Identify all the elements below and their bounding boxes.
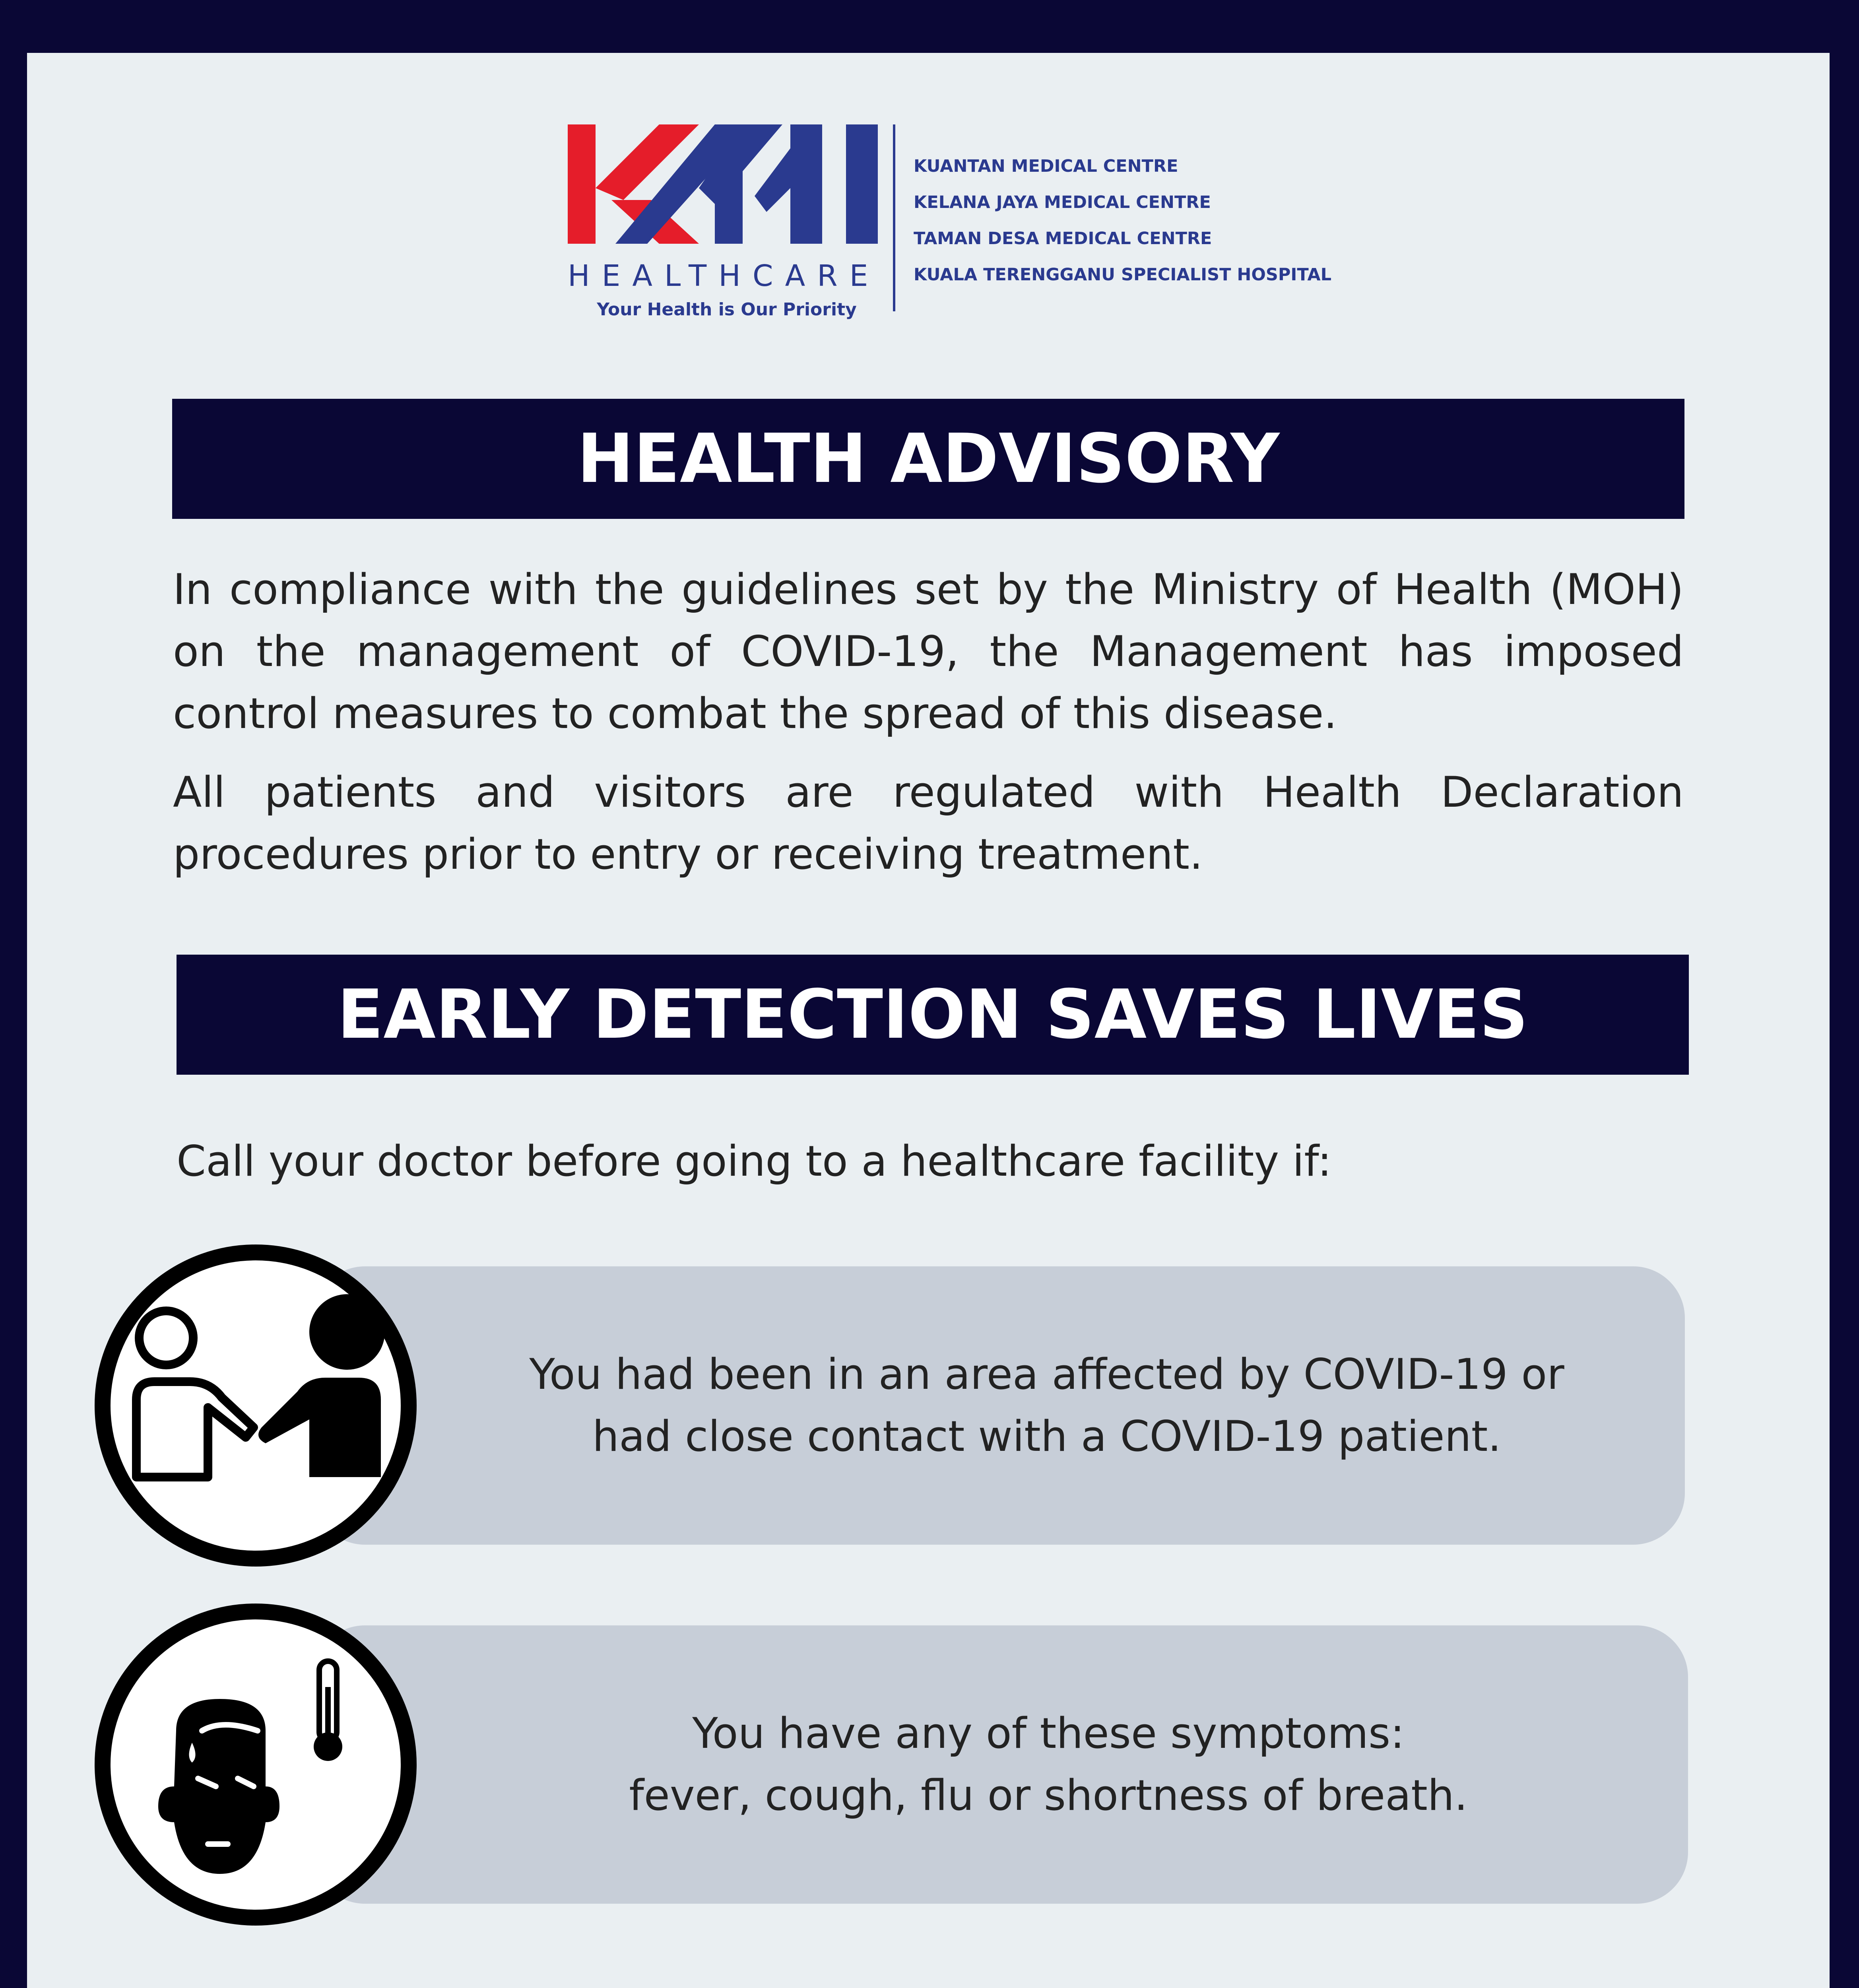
centre-item: KUANTAN MEDICAL CENTRE (914, 156, 1178, 176)
logo-healthcare-text: HEALTHCARE (568, 259, 880, 293)
call-doctor-intro: Call your doctor before going to a healthcare facility if: (177, 1137, 1332, 1186)
condition-card-symptoms (313, 1625, 1688, 1904)
condition-line: You have any of these symptoms: (692, 1709, 1405, 1758)
kmi-healthcare-logo (568, 124, 1347, 379)
kmi-logo-mark (568, 124, 886, 252)
condition-card-contact (313, 1266, 1685, 1545)
condition-text (504, 1625, 1593, 1904)
logo-divider (893, 124, 895, 311)
advisory-paragraph-1: In compliance with the guidelines set by the Ministry of Health (MOH) on the management of COVID-19, the Management has imposed control measures to combat the spread of this disease. (173, 565, 1684, 738)
centre-item: TAMAN DESA MEDICAL CENTRE (914, 229, 1212, 248)
advisory-paragraph-2: All patients and visitors are regulated with Health Declaration procedures prior to entry or receiving treatment. (173, 768, 1684, 879)
centre-item: KUALA TERENGGANU SPECIALIST HOSPITAL (914, 265, 1332, 285)
advisory-poster (27, 53, 1830, 1988)
handshake-icon (91, 1241, 421, 1571)
condition-line: You had been in an area affected by COVID-19 or (529, 1350, 1564, 1399)
fever-thermometer-icon (91, 1600, 421, 1930)
health-advisory-banner: HEALTH ADVISORY (172, 399, 1684, 519)
condition-text (504, 1266, 1589, 1545)
logo-tagline: Your Health is Our Priority (597, 299, 857, 320)
centre-item: KELANA JAYA MEDICAL CENTRE (914, 192, 1211, 212)
condition-line: fever, cough, flu or shortness of breath. (629, 1771, 1468, 1820)
condition-line: had close contact with a COVID-19 patient. (592, 1412, 1502, 1461)
early-detection-banner: EARLY DETECTION SAVES LIVES (177, 955, 1689, 1075)
centre-list (914, 148, 1331, 293)
